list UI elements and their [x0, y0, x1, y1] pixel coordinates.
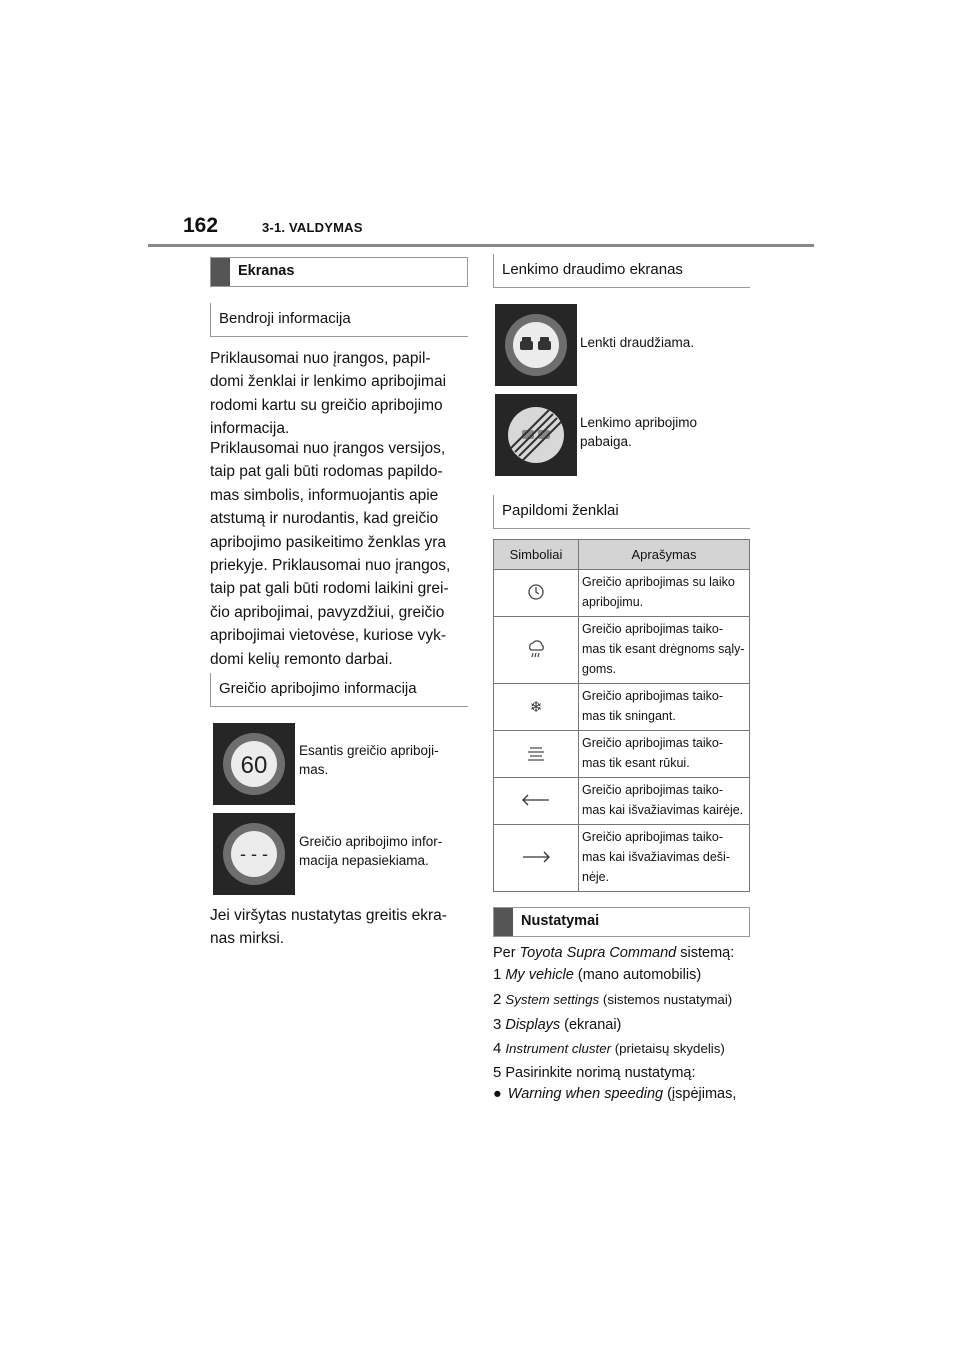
step-1	[493, 966, 763, 983]
arrow-left-icon	[521, 794, 551, 806]
step-menu-item: My vehicle	[505, 967, 574, 983]
caption-line: Lenkti draudžiama.	[580, 335, 695, 350]
subheading-general	[210, 303, 468, 337]
page-number: 162	[183, 214, 219, 237]
symbol-cell	[494, 617, 579, 684]
text-line: Priklausomai nuo įrangos, papil-	[210, 350, 431, 367]
step-menu-item: Displays	[505, 1017, 561, 1033]
desc-line: Greičio apribojimas taiko-	[582, 783, 724, 797]
step-2	[493, 991, 763, 1008]
description-cell	[579, 570, 750, 617]
step-number: 3	[493, 1016, 502, 1033]
sign-caption-60	[299, 741, 469, 779]
desc-line: mas kai išvažiavimas kairėje.	[582, 803, 744, 817]
step-number: 2	[493, 991, 502, 1008]
description-cell	[579, 684, 750, 731]
symbol-cell	[494, 825, 579, 892]
section-bar	[494, 908, 513, 936]
caption-line: pabaiga.	[580, 434, 632, 449]
subheading-additional-signs	[493, 495, 750, 529]
speed-limit-60-icon	[213, 723, 295, 805]
column-header: Aprašymas	[579, 540, 750, 570]
symbol-cell	[494, 731, 579, 778]
text-line: apribojimai vietovėse, kuriose vyk-	[210, 627, 447, 645]
desc-line: goms.	[582, 662, 617, 676]
sign-caption-no-overtaking	[580, 333, 750, 352]
text-line: apribojimo pasikeitimo ženklas yra	[210, 533, 447, 551]
subheading-speed-info	[210, 673, 468, 707]
text-line: domi ženklai ir lenkimo apribojimai	[210, 373, 447, 391]
step-text: (mano automobilis)	[573, 967, 702, 983]
speed-limit-unavailable-image	[213, 813, 295, 895]
step-number: 4	[493, 1040, 502, 1057]
desc-line: Greičio apribojimas taiko-	[582, 830, 724, 844]
settings-intro	[493, 945, 763, 961]
text-line: rodomi kartu su greičio apribojimo	[210, 396, 443, 414]
paragraph-3	[210, 904, 472, 951]
intro-text: Per	[493, 945, 520, 961]
text-line: nas mirksi.	[210, 930, 285, 948]
desc-line: Greičio apribojimas taiko-	[582, 622, 724, 636]
step-number: 5	[493, 1064, 502, 1081]
section-title: Nustatymai	[521, 913, 600, 929]
no-overtaking-sign-image	[495, 304, 577, 386]
no-overtaking-icon	[495, 304, 577, 386]
text-line: taip pat gali būti rodomas papildo-	[210, 463, 443, 481]
text-line: mas simbolis, informuojantis apie	[210, 486, 439, 504]
bullet-item	[493, 1086, 763, 1102]
sign-caption-unavailable	[299, 832, 469, 870]
sign-caption-end-overtaking	[580, 413, 750, 451]
clock-icon	[527, 583, 545, 601]
section-bar	[211, 258, 230, 286]
speed-limit-unavailable-icon	[213, 813, 295, 895]
table-row	[494, 617, 750, 684]
step-menu-item: System settings	[505, 992, 600, 1007]
description-cell	[579, 825, 750, 892]
desc-line: mas tik sningant.	[582, 709, 676, 723]
subheading-overtaking	[493, 254, 750, 288]
text-line: Priklausomai nuo įrangos versijos,	[210, 440, 446, 457]
caption-line: macija nepasiekiama.	[299, 853, 429, 868]
step-text: (prietaisų skydelis)	[611, 1041, 725, 1056]
section-ekranas	[210, 257, 468, 287]
desc-line: mas tik esant drėgnoms sąly-	[582, 642, 745, 656]
step-4	[493, 1040, 763, 1057]
bullet-icon: ●	[493, 1086, 502, 1102]
snowflake-icon: ❄	[529, 699, 543, 716]
chapter-title: 3-1. VALDYMAS	[262, 220, 363, 235]
end-of-no-overtaking-sign-image	[495, 394, 577, 476]
table-row	[494, 684, 750, 731]
intro-system-name: Toyota Supra Command	[519, 945, 677, 961]
intro-text: sistemą:	[676, 945, 735, 961]
table-row	[494, 731, 750, 778]
speed-value: 60	[240, 752, 268, 779]
text-line: priekyje. Priklausomai nuo įrangos,	[210, 557, 451, 575]
symbol-cell	[494, 570, 579, 617]
paragraph-2	[210, 437, 472, 671]
step-text: (sistemos nustatymai)	[599, 992, 733, 1007]
bullet-text: (įspėjimas,	[663, 1086, 737, 1102]
desc-line: Greičio apribojimas su laiko	[582, 575, 735, 589]
bullet-menu-item: Warning when speeding	[507, 1086, 664, 1102]
paragraph-1	[210, 347, 472, 441]
text-line: informacija.	[210, 420, 290, 438]
table-row	[494, 570, 750, 617]
subheading-label: Bendroji informacija	[219, 310, 351, 327]
table-row	[494, 825, 750, 892]
arrow-right-icon	[521, 851, 551, 863]
speed-limit-sign-image	[213, 723, 295, 805]
end-no-overtaking-icon	[495, 394, 577, 476]
speed-value: - - -	[240, 844, 268, 864]
header-divider	[148, 244, 814, 247]
description-cell	[579, 617, 750, 684]
step-3	[493, 1016, 763, 1033]
section-title: Ekranas	[238, 263, 295, 279]
table-header-row	[494, 540, 750, 570]
step-number: 1	[493, 966, 502, 983]
desc-line: Greičio apribojimas taiko-	[582, 736, 724, 750]
step-text: (ekranai)	[560, 1017, 622, 1033]
step-text: Pasirinkite norimą nustatymą:	[505, 1065, 696, 1081]
desc-line: apribojimu.	[582, 595, 644, 609]
subheading-label: Papildomi ženklai	[502, 502, 619, 519]
text-line: čio apribojimai, pavyzdžiui, greičio	[210, 603, 445, 621]
description-cell	[579, 731, 750, 778]
subheading-label: Greičio apribojimo informacija	[219, 680, 417, 697]
caption-line: mas.	[299, 762, 329, 777]
caption-line: Greičio apribojimo infor-	[299, 834, 443, 849]
description-cell	[579, 778, 750, 825]
text-line: taip pat gali būti rodomi laikini grei-	[210, 580, 449, 598]
subheading-label: Lenkimo draudimo ekranas	[502, 261, 683, 278]
symbol-cell	[494, 778, 579, 825]
rain-cloud-icon	[526, 639, 546, 659]
desc-line: nėje.	[582, 870, 610, 884]
fog-icon	[526, 745, 546, 761]
text-line: atstumą ir nurodantis, kad greičio	[210, 510, 439, 528]
desc-line: mas kai išvažiavimas deši-	[582, 850, 730, 864]
text-line: domi kelių remonto darbai.	[210, 650, 393, 668]
symbols-table	[493, 539, 750, 892]
text-line: Jei viršytas nustatytas greitis ekra-	[210, 907, 447, 924]
caption-line: Lenkimo apribojimo	[580, 415, 698, 430]
step-5	[493, 1064, 763, 1081]
step-menu-item: Instrument cluster	[505, 1041, 612, 1056]
column-header: Simboliai	[494, 540, 579, 570]
caption-line: Esantis greičio apriboji-	[299, 743, 439, 758]
desc-line: mas tik esant rūkui.	[582, 756, 690, 770]
symbol-cell	[494, 684, 579, 731]
table-row	[494, 778, 750, 825]
desc-line: Greičio apribojimas taiko-	[582, 689, 724, 703]
section-nustatymai	[493, 907, 750, 937]
